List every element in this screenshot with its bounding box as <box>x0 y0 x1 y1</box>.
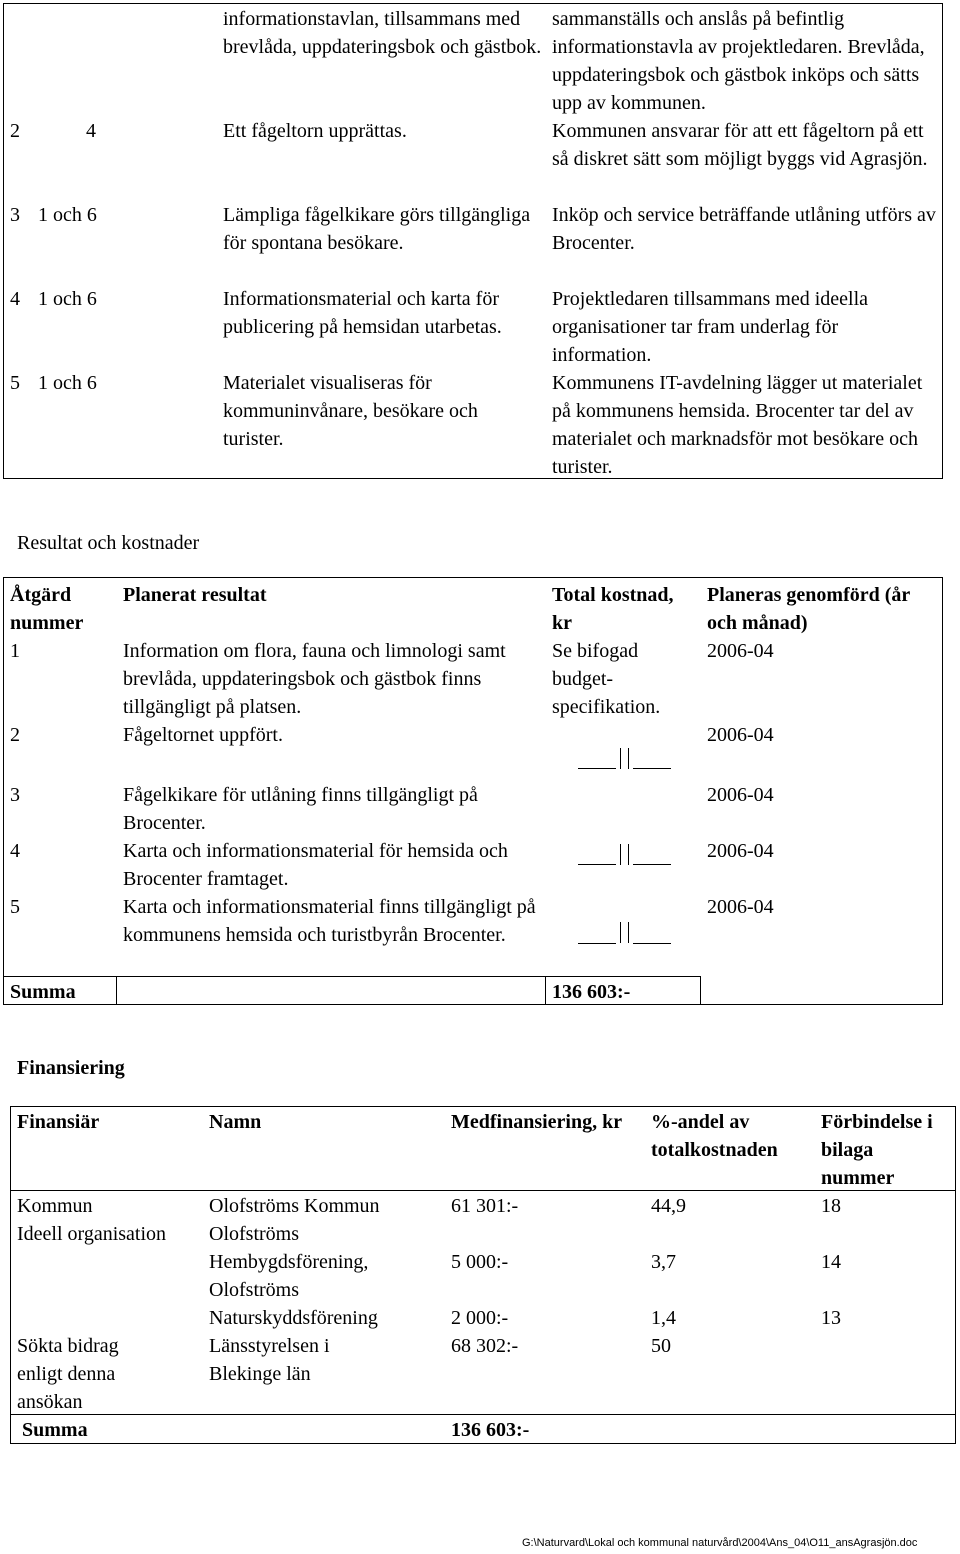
planned-result: Karta och informationsmaterial för hemsida och Brocenter framtaget. <box>123 840 508 890</box>
planned-date: 2006-04 <box>707 640 774 662</box>
table-border <box>3 3 942 4</box>
header-planned-result: Planerat resultat <box>123 584 267 606</box>
sum-label: Summa <box>22 1419 88 1441</box>
planned-date: 2006-04 <box>707 896 774 918</box>
attachment-cell: 13 <box>821 1307 841 1329</box>
sum-label: Summa <box>10 981 76 1003</box>
table-border <box>3 3 4 479</box>
objective-ref: 1 och 6 <box>38 288 97 310</box>
activity-cell: Lämpliga fågelkikare görs tillgängliga för spontana besökare. <box>223 204 531 254</box>
table-border <box>700 976 701 1005</box>
objective-ref: 1 och 6 <box>38 372 97 394</box>
total-cost: Se bifogad budget-specifikation. <box>552 640 661 718</box>
financier-cell: Ideell organisation <box>17 1223 167 1245</box>
header-action-number: Åtgärd nummer <box>10 584 84 634</box>
header-total-cost: Total kostnad, kr <box>552 584 674 634</box>
header-financier: Finansiär <box>17 1111 100 1133</box>
responsibility-cell: Kommunens IT-avdelning lägger ut materialet på kommunens hemsida. Brocenter tar del av materialet och marknadsför mot besökare och turister. <box>552 372 923 478</box>
table-border <box>942 3 943 479</box>
financier-cell: Kommun <box>17 1195 93 1217</box>
row-number: 3 <box>10 784 20 806</box>
amount-cell: 61 301:- <box>451 1195 519 1217</box>
attachment-cell: 14 <box>821 1251 841 1273</box>
table-border <box>10 1106 11 1444</box>
responsibility-cell: Kommunen ansvarar för att ett fågeltorn på ett så diskret sätt som möjligt byggs vid Agrasjön. <box>552 120 928 170</box>
share-cell: 50 <box>651 1335 671 1357</box>
table-border <box>10 1106 955 1107</box>
responsibility-cell: sammanställs och anslås på befintlig informationstavla av projektledaren. Brevlåda, uppdateringsbok och gästbok inköps och sätts upp av kommunen. <box>552 8 925 114</box>
planned-result: Fågeltornet uppfört. <box>123 724 283 746</box>
table-border <box>3 976 700 977</box>
row-number: 4 <box>10 840 20 862</box>
row-number: 2 <box>10 724 20 746</box>
share-cell: 44,9 <box>651 1195 686 1217</box>
row-number: 3 <box>10 204 20 226</box>
responsibility-cell: Projektledaren tillsammans med ideella organisationer tar fram underlag för information. <box>552 288 869 366</box>
financier-cell: Sökta bidrag enligt denna ansökan <box>17 1335 119 1413</box>
activity-cell: Materialet visualiseras för kommuninvånare, besökare och turister. <box>223 372 478 450</box>
planned-result: Information om flora, fauna och limnologi samt brevlåda, uppdateringsbok och gästbok finns tillgängligt på platsen. <box>123 640 506 718</box>
header-name: Namn <box>209 1111 262 1133</box>
table-border <box>3 577 942 578</box>
table-border <box>10 1190 955 1191</box>
share-cell: 3,7 <box>651 1251 676 1273</box>
table-border <box>3 1004 942 1005</box>
name-cell: Olofströms Hembygdsförening, <box>209 1223 369 1273</box>
amount-cell: 2 000:- <box>451 1307 509 1329</box>
planned-result: Karta och informationsmaterial finns tillgängligt på kommunens hemsida och turistbyrån Brocenter. <box>123 896 536 946</box>
planned-date: 2006-04 <box>707 724 774 746</box>
table-border <box>3 577 4 1005</box>
amount-cell: 68 302:- <box>451 1335 519 1357</box>
row-number: 4 <box>10 288 20 310</box>
planned-date: 2006-04 <box>707 784 774 806</box>
activity-cell: Informationsmaterial och karta för publicering på hemsidan utarbetas. <box>223 288 502 338</box>
responsibility-cell: Inköp och service beträffande utlåning utförs av Brocenter. <box>552 204 936 254</box>
header-cofinancing: Medfinansiering, kr <box>451 1111 623 1133</box>
table-border <box>942 577 943 1005</box>
planned-date: 2006-04 <box>707 840 774 862</box>
objective-ref: 4 <box>86 120 96 142</box>
sum-value: 136 603:- <box>451 1419 530 1441</box>
row-number: 5 <box>10 896 20 918</box>
row-number: 2 <box>10 120 20 142</box>
name-cell: Länsstyrelsen i Blekinge län <box>209 1335 330 1385</box>
header-attachment: Förbindelse i bilaga nummer <box>821 1111 933 1189</box>
share-cell: 1,4 <box>651 1307 676 1329</box>
table-border <box>955 1106 956 1444</box>
row-number: 5 <box>10 372 20 394</box>
activity-cell: Ett fågeltorn upprättas. <box>223 120 407 142</box>
file-path-footer: G:\Naturvard\Lokal och kommunal naturvård\2004\Ans_04\O11_ansAgrasjön.doc <box>522 1537 918 1549</box>
planned-result: Fågelkikare för utlåning finns tillgängligt på Brocenter. <box>123 784 478 834</box>
objective-ref: 1 och 6 <box>38 204 97 226</box>
table-border <box>545 976 546 1005</box>
table-border <box>116 976 117 1005</box>
row-number: 1 <box>10 640 20 662</box>
activity-cell: informationstavlan, tillsammans med brevlåda, uppdateringsbok och gästbok. <box>223 8 542 58</box>
section-heading-results: Resultat och kostnader <box>17 532 200 554</box>
header-share: %-andel av totalkostnaden <box>651 1111 778 1161</box>
amount-cell: 5 000:- <box>451 1251 509 1273</box>
attachment-cell: 18 <box>821 1195 841 1217</box>
sum-value: 136 603:- <box>552 981 631 1003</box>
section-heading-finance: Finansiering <box>17 1057 125 1079</box>
name-cell: Olofströms Naturskyddsförening <box>209 1279 378 1329</box>
name-cell: Olofströms Kommun <box>209 1195 380 1217</box>
header-planned-date: Planeras genomförd (år och månad) <box>707 584 910 634</box>
